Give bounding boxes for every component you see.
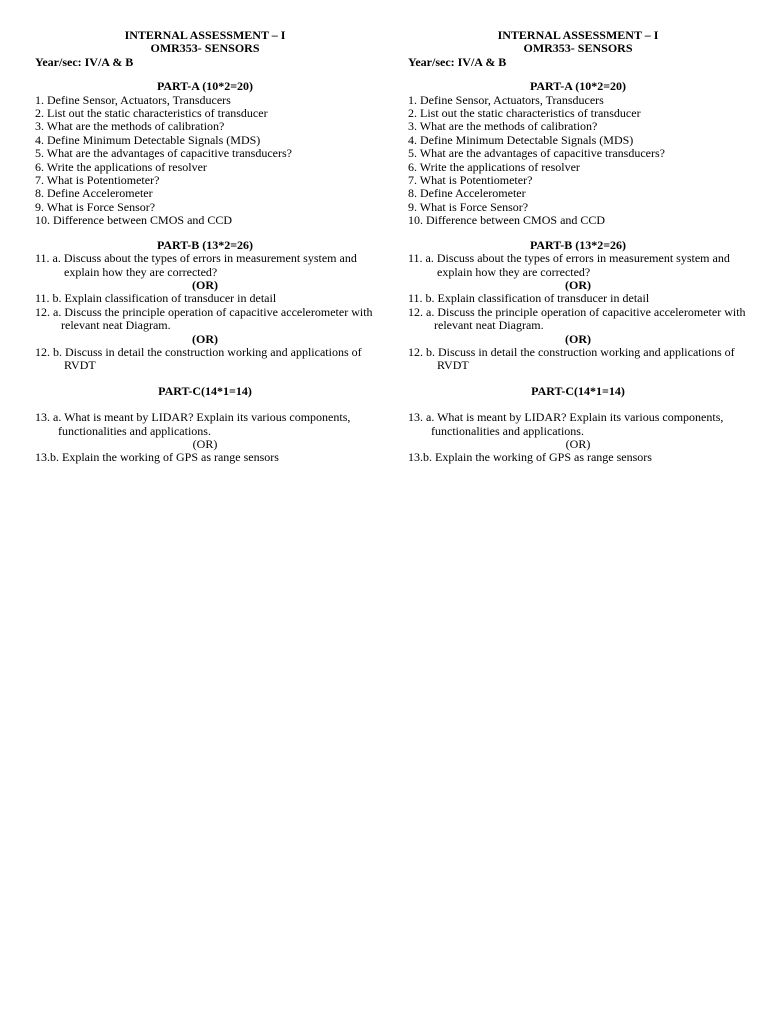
part-a-question: 8. Define Accelerometer (35, 186, 153, 201)
paper-title: INTERNAL ASSESSMENT – I (124, 28, 286, 42)
part-a-heading: PART-A (10*2=20) (156, 79, 254, 94)
question-13a: 13. a. What is meant by LIDAR? Explain its various components, (35, 410, 351, 425)
part-a-question: 9. What is Force Sensor? (35, 199, 156, 214)
or-separator: (OR) (565, 331, 591, 346)
part-c-heading: PART-C(14*1=14) (531, 383, 625, 398)
paper-title: INTERNAL ASSESSMENT – I (497, 28, 659, 42)
question-12b-continued: RVDT (437, 358, 469, 373)
part-a-question: 10. Difference between CMOS and CCD (35, 213, 233, 228)
question-12a: 12. a. Discuss the principle operation of capacitive accelerometer with (35, 304, 373, 319)
year-section: Year/sec: IV/A & B (408, 54, 507, 69)
part-a-question: 9. What is Force Sensor? (408, 199, 529, 214)
question-12a: 12. a. Discuss the principle operation of capacitive accelerometer with (408, 304, 746, 319)
question-11a: 11. a. Discuss about the types of errors in measurement system and (408, 251, 730, 266)
or-separator: (OR) (192, 277, 218, 292)
question-12b: 12. b. Discuss in detail the construction working and applications of (408, 344, 735, 359)
part-a-question: 6. Write the applications of resolver (408, 159, 580, 174)
question-11b: 11. b. Explain classification of transducer in detail (35, 291, 277, 306)
part-a-question: 7. What is Potentiometer? (35, 173, 160, 188)
part-b-heading: PART-B (13*2=26) (156, 237, 254, 252)
part-a-question: 8. Define Accelerometer (408, 186, 526, 201)
part-a-question: 1. Define Sensor, Actuators, Transducers (408, 92, 604, 107)
part-a-question: 3. What are the methods of calibration? (35, 119, 225, 134)
question-11a-continued: explain how they are corrected? (64, 264, 218, 279)
part-a-question: 2. List out the static characteristics of transducer (35, 106, 268, 121)
part-a-question: 2. List out the static characteristics of transducer (408, 106, 641, 121)
question-11a-continued: explain how they are corrected? (437, 264, 591, 279)
question-12b: 12. b. Discuss in detail the construction working and applications of (35, 344, 362, 359)
question-13b: 13.b. Explain the working of GPS as range sensors (35, 450, 279, 465)
question-13a: 13. a. What is meant by LIDAR? Explain its various components, (408, 410, 724, 425)
part-a-question: 10. Difference between CMOS and CCD (408, 213, 606, 228)
part-a-question: 4. Define Minimum Detectable Signals (MDS) (35, 132, 261, 147)
question-13a-continued: functionalities and applications. (431, 423, 584, 438)
part-a-question: 4. Define Minimum Detectable Signals (MDS) (408, 132, 634, 147)
question-13b: 13.b. Explain the working of GPS as range sensors (408, 450, 652, 465)
question-11b: 11. b. Explain classification of transducer in detail (408, 291, 650, 306)
question-11a: 11. a. Discuss about the types of errors in measurement system and (35, 251, 357, 266)
paper-subject: OMR353- SENSORS (523, 41, 633, 56)
or-separator: (OR) (565, 436, 591, 451)
question-12b-continued: RVDT (64, 358, 96, 373)
or-separator: (OR) (192, 436, 218, 451)
part-a-question: 7. What is Potentiometer? (408, 173, 533, 188)
or-separator: (OR) (192, 331, 218, 346)
question-13a-continued: functionalities and applications. (58, 423, 211, 438)
year-section: Year/sec: IV/A & B (35, 54, 134, 69)
or-separator: (OR) (565, 277, 591, 292)
part-a-question: 1. Define Sensor, Actuators, Transducers (35, 92, 231, 107)
part-a-question: 3. What are the methods of calibration? (408, 119, 598, 134)
part-a-question: 6. Write the applications of resolver (35, 159, 207, 174)
part-c-heading: PART-C(14*1=14) (158, 383, 252, 398)
part-a-question: 5. What are the advantages of capacitive transducers? (35, 146, 292, 161)
part-a-question: 5. What are the advantages of capacitive transducers? (408, 146, 665, 161)
paper-subject: OMR353- SENSORS (150, 41, 260, 56)
part-b-heading: PART-B (13*2=26) (529, 237, 627, 252)
question-paper-left (35, 29, 375, 465)
question-12a-continued: relevant neat Diagram. (434, 318, 544, 333)
part-a-heading: PART-A (10*2=20) (529, 79, 627, 94)
question-paper-right (408, 29, 748, 465)
question-12a-continued: relevant neat Diagram. (61, 318, 171, 333)
